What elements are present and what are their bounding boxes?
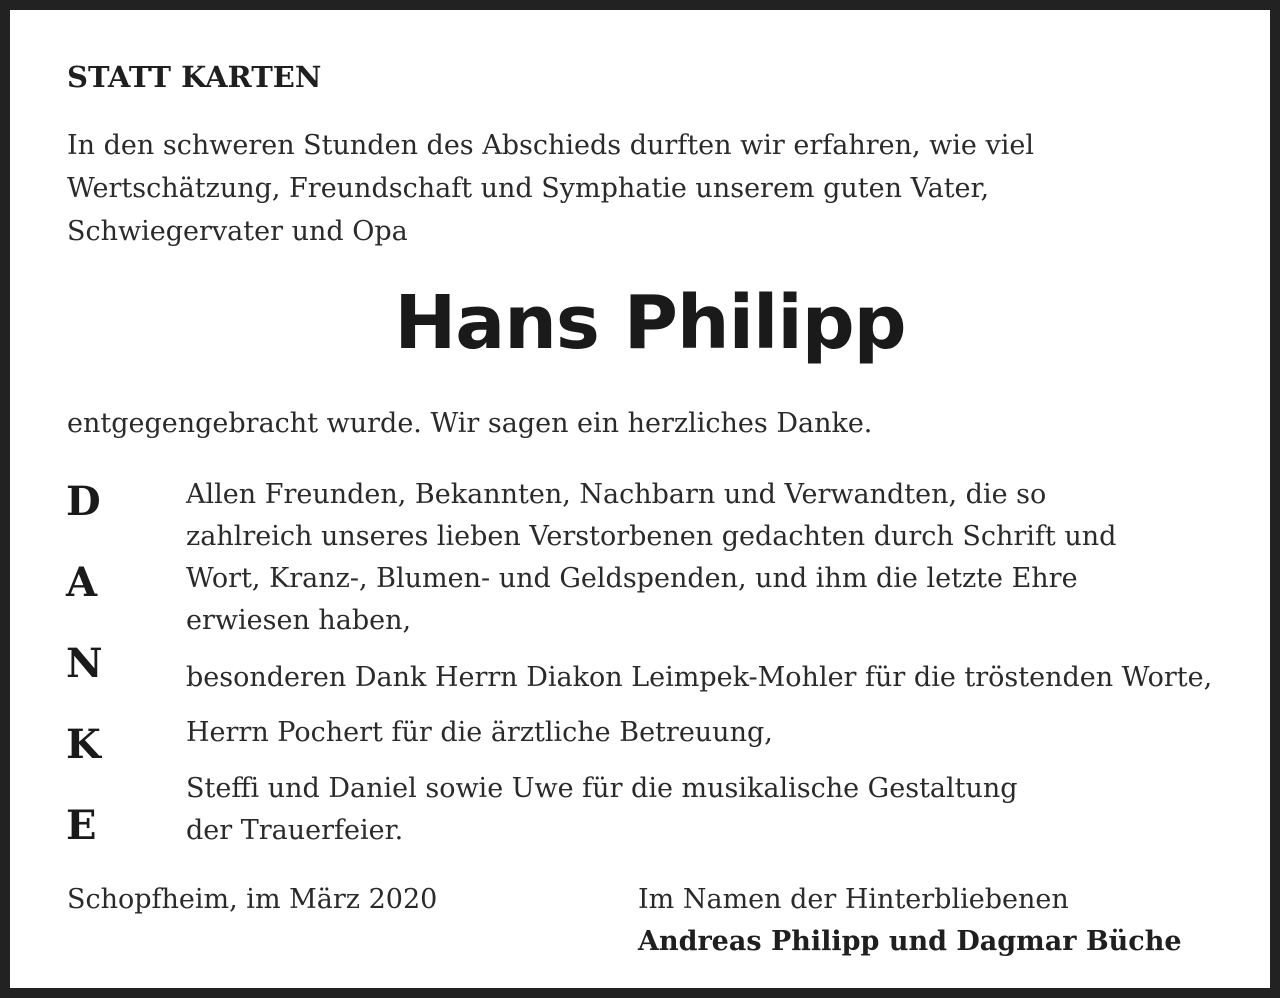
notice-header: STATT KARTEN xyxy=(67,60,322,94)
thanks-line: Allen Freunden, Bekannten, Nachbarn und Verwandten, die so xyxy=(186,479,1047,510)
thanks-line: Herrn Pochert für die ärztliche Betreuung, xyxy=(186,717,773,748)
acrostic-letter-k: K xyxy=(66,721,101,768)
signature-intro: Im Namen der Hinterbliebenen xyxy=(638,884,1069,915)
acrostic-letter-n: N xyxy=(66,640,103,687)
thanks-line: Wort, Kranz-, Blumen- und Geldspenden, und ihm die letzte Ehre xyxy=(186,563,1078,594)
acrostic-letter-a: A xyxy=(66,559,98,606)
intro-line: Schwiegervater und Opa xyxy=(67,216,408,247)
signature-names: Andreas Philipp und Dagmar Büche xyxy=(638,926,1182,957)
place-date: Schopfheim, im März 2020 xyxy=(67,884,438,915)
closing-sentence: entgegengebracht wurde. Wir sagen ein herzliches Danke. xyxy=(67,408,873,439)
thanks-paragraph-friends xyxy=(186,474,1116,642)
thanks-line: Steffi und Daniel sowie Uwe für die musikalische Gestaltung xyxy=(186,773,1018,804)
acrostic-letter-e: E xyxy=(66,802,97,849)
intro-line: Wertschätzung, Freundschaft und Symphatie unserem guten Vater, xyxy=(67,173,990,204)
acrostic-letter-d: D xyxy=(66,478,101,525)
thanks-line: zahlreich unseres lieben Verstorbenen gedachten durch Schrift und xyxy=(186,521,1117,552)
deceased-name: Hans Philipp xyxy=(394,280,906,366)
intro-text xyxy=(67,124,1227,253)
thanks-paragraph-music xyxy=(186,768,1018,852)
thanks-paragraph-deacon xyxy=(186,657,1212,699)
intro-line: In den schweren Stunden des Abschieds durften wir erfahren, wie viel xyxy=(67,130,1034,161)
thanks-line: besonderen Dank Herrn Diakon Leimpek-Mohler für die tröstenden Worte, xyxy=(186,662,1213,693)
thanks-line: erwiesen haben, xyxy=(186,605,412,636)
thanks-paragraph-doctor xyxy=(186,712,773,754)
thanks-line: der Trauerfeier. xyxy=(186,815,404,846)
